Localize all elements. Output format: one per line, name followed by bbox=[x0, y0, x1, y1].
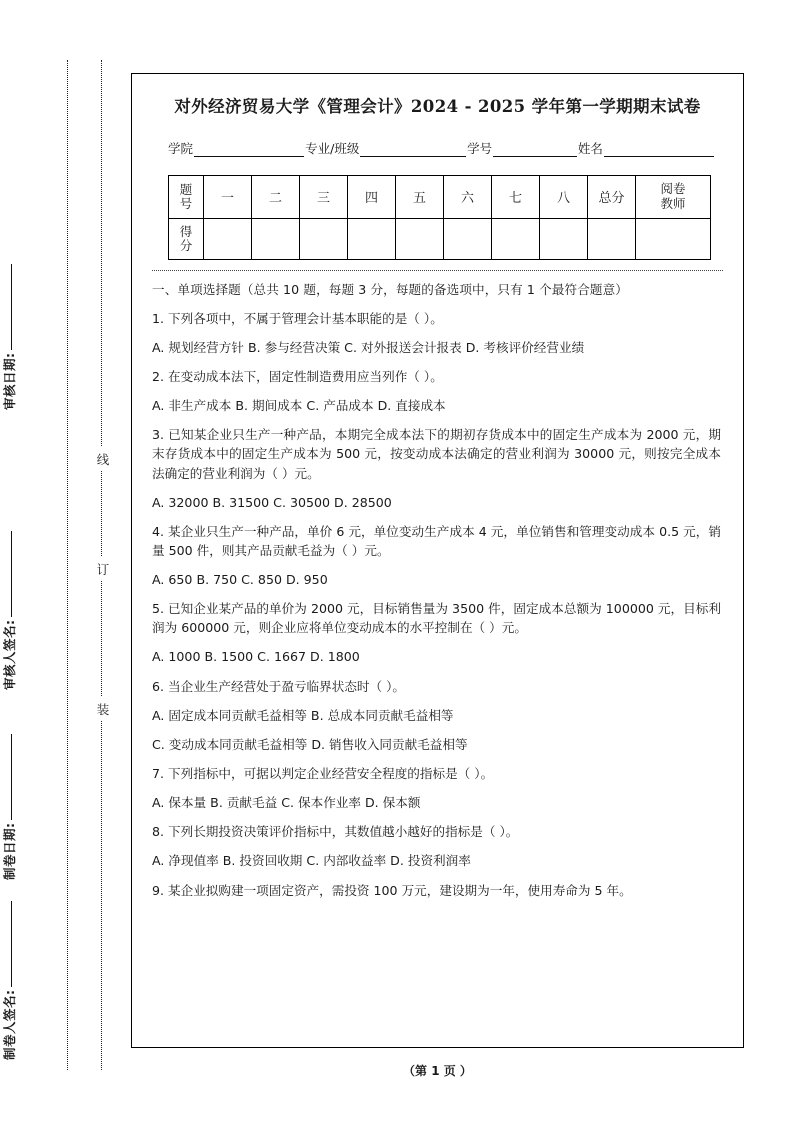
margin-label-author-signature bbox=[0, 860, 18, 1060]
question-2-options[interactable]: A. 非生产成本 B. 期间成本 C. 产品成本 D. 直接成本 bbox=[152, 398, 446, 414]
question-9-stem: 9. 某企业拟购建一项固定资产，需投资 100 万元，建设期为一年，使用寿命为 5 年。 bbox=[152, 882, 632, 898]
margin-label-review-date bbox=[0, 210, 18, 410]
question-6-options-line2[interactable]: C. 变动成本同贡献毛益相等 D. 销售收入同贡献毛益相等 bbox=[152, 736, 468, 752]
question-5-stem: 5. 已知企业某产品的单价为 2000 元，目标销售量为 3500 件，固定成本总额为 100000 元，目标利润为 600000 元，则企业应将单位变动成本的水平控制在（ ）元。 bbox=[152, 601, 721, 636]
question-1-stem: 1. 下列各项中，不属于管理会计基本职能的是（ ）。 bbox=[152, 310, 443, 326]
left-margin-strip bbox=[0, 0, 120, 1122]
score-cell-5[interactable] bbox=[396, 218, 444, 259]
section-heading: 一、单项选择题（总共 10 题，每题 3 分，每题的备选项中，只有 1 个最符合题意） bbox=[152, 281, 628, 297]
question-3-options[interactable]: A. 32000 B. 31500 C. 30500 D. 28500 bbox=[152, 494, 392, 510]
column-header-5: 五 bbox=[396, 175, 444, 218]
column-header-7: 七 bbox=[492, 175, 540, 218]
column-header-6: 六 bbox=[444, 175, 492, 218]
column-header-3: 三 bbox=[300, 175, 348, 218]
college-input[interactable] bbox=[194, 143, 304, 157]
question-body bbox=[152, 280, 721, 900]
binding-dotted-line-outer bbox=[67, 60, 68, 1070]
binding-word-ding: 订 bbox=[95, 557, 111, 581]
score-cell-4[interactable] bbox=[348, 218, 396, 259]
major-class-input[interactable] bbox=[360, 143, 466, 157]
question-5-options[interactable]: A. 1000 B. 1500 C. 1667 D. 1800 bbox=[152, 649, 360, 665]
question-7-options[interactable]: A. 保本量 B. 贡献毛益 C. 保本作业率 D. 保本额 bbox=[152, 795, 421, 811]
question-3-stem: 3. 已知某企业只生产一种产品，本期完全成本法下的期初存货成本中的固定生产成本为 2000 元，期末存货成本中的固定生产成本为 500 元，按变动成本法确定的营业利润为 30000 元，则按完全成本法确定的营业利润为（ ）元。 bbox=[152, 427, 721, 481]
row-header-line1: 题 bbox=[179, 182, 193, 198]
row-header-question-number bbox=[169, 175, 204, 218]
margin-label-text: 制卷日期: bbox=[2, 822, 17, 880]
question-8-stem: 8. 下列长期投资决策评价指标中，其数值越小越好的指标是（ ）。 bbox=[152, 824, 519, 840]
question-2-stem: 2. 在变动成本法下，固定性制造费用应当列作（ ）。 bbox=[152, 368, 443, 384]
binding-word-zhuang: 装 bbox=[95, 697, 111, 721]
major-class-label: 专业/班级 bbox=[305, 140, 360, 156]
binding-word-xian: 线 bbox=[95, 447, 111, 471]
column-header-8: 八 bbox=[540, 175, 588, 218]
margin-label-paper-date bbox=[0, 680, 18, 880]
score-cell-2[interactable] bbox=[252, 218, 300, 259]
column-header-4: 四 bbox=[348, 175, 396, 218]
page-title: 对外经济贸易大学《管理会计》2024 - 2025 学年第一学期期末试卷 bbox=[174, 97, 701, 116]
score-cell-6[interactable] bbox=[444, 218, 492, 259]
row-header-line2: 分 bbox=[179, 237, 193, 253]
score-cell-1[interactable] bbox=[204, 218, 252, 259]
margin-label-text: 制卷人签名: bbox=[2, 989, 17, 1060]
score-cell-7[interactable] bbox=[492, 218, 540, 259]
student-id-input[interactable] bbox=[493, 143, 577, 157]
question-8-options[interactable]: A. 净现值率 B. 投资回收期 C. 内部收益率 D. 投资利润率 bbox=[152, 853, 471, 869]
column-header-1: 一 bbox=[204, 175, 252, 218]
row-header-line1: 得 bbox=[179, 224, 193, 240]
score-cell-total[interactable] bbox=[588, 218, 636, 259]
question-7-stem: 7. 下列指标中，可据以判定企业经营安全程度的指标是（ ）。 bbox=[152, 766, 494, 782]
college-label: 学院 bbox=[168, 140, 194, 156]
section-divider bbox=[152, 270, 723, 271]
question-6-stem: 6. 当企业生产经营处于盈亏临界状态时（ ）。 bbox=[152, 678, 406, 694]
name-label: 姓名 bbox=[577, 140, 603, 156]
row-header-score bbox=[169, 218, 204, 259]
score-table bbox=[168, 175, 711, 260]
column-header-total: 总分 bbox=[588, 175, 636, 218]
column-header-grader bbox=[636, 175, 711, 218]
margin-label-reviewer-signature bbox=[0, 490, 18, 690]
score-cell-3[interactable] bbox=[300, 218, 348, 259]
question-1-options[interactable]: A. 规划经营方针 B. 参与经营决策 C. 对外报送会计报表 D. 考核评价经营业绩 bbox=[152, 339, 585, 355]
table-row-scores bbox=[169, 218, 711, 259]
question-4-stem: 4. 某企业只生产一种产品，单价 6 元，单位变动生产成本 4 元，单位销售和管理变动成本 0.5 元，销量 500 件，则其产品贡献毛益为（ ）元。 bbox=[152, 523, 721, 558]
column-header-2: 二 bbox=[252, 175, 300, 218]
student-id-label: 学号 bbox=[467, 140, 493, 156]
margin-label-rule bbox=[11, 532, 12, 618]
question-4-options[interactable]: A. 650 B. 750 C. 850 D. 950 bbox=[152, 572, 328, 588]
score-cell-8[interactable] bbox=[540, 218, 588, 259]
score-cell-grader[interactable] bbox=[636, 218, 711, 259]
exam-sheet bbox=[131, 73, 744, 1048]
page-footer: （第 1 页 ） bbox=[403, 1064, 472, 1078]
student-info-line bbox=[168, 139, 715, 157]
question-6-options-line1[interactable]: A. 固定成本同贡献毛益相等 B. 总成本同贡献毛益相等 bbox=[152, 707, 454, 723]
margin-label-rule bbox=[11, 902, 12, 988]
margin-label-text: 审核人签名: bbox=[2, 619, 17, 690]
grader-label-line1: 阅卷 bbox=[660, 181, 686, 197]
margin-label-rule bbox=[11, 265, 12, 351]
grader-label-line2: 教师 bbox=[660, 195, 686, 211]
name-input[interactable] bbox=[604, 143, 714, 157]
row-header-line2: 号 bbox=[179, 195, 193, 211]
margin-label-rule bbox=[11, 735, 12, 821]
margin-label-text: 审核日期: bbox=[2, 352, 17, 410]
table-row-question-numbers bbox=[169, 175, 711, 218]
